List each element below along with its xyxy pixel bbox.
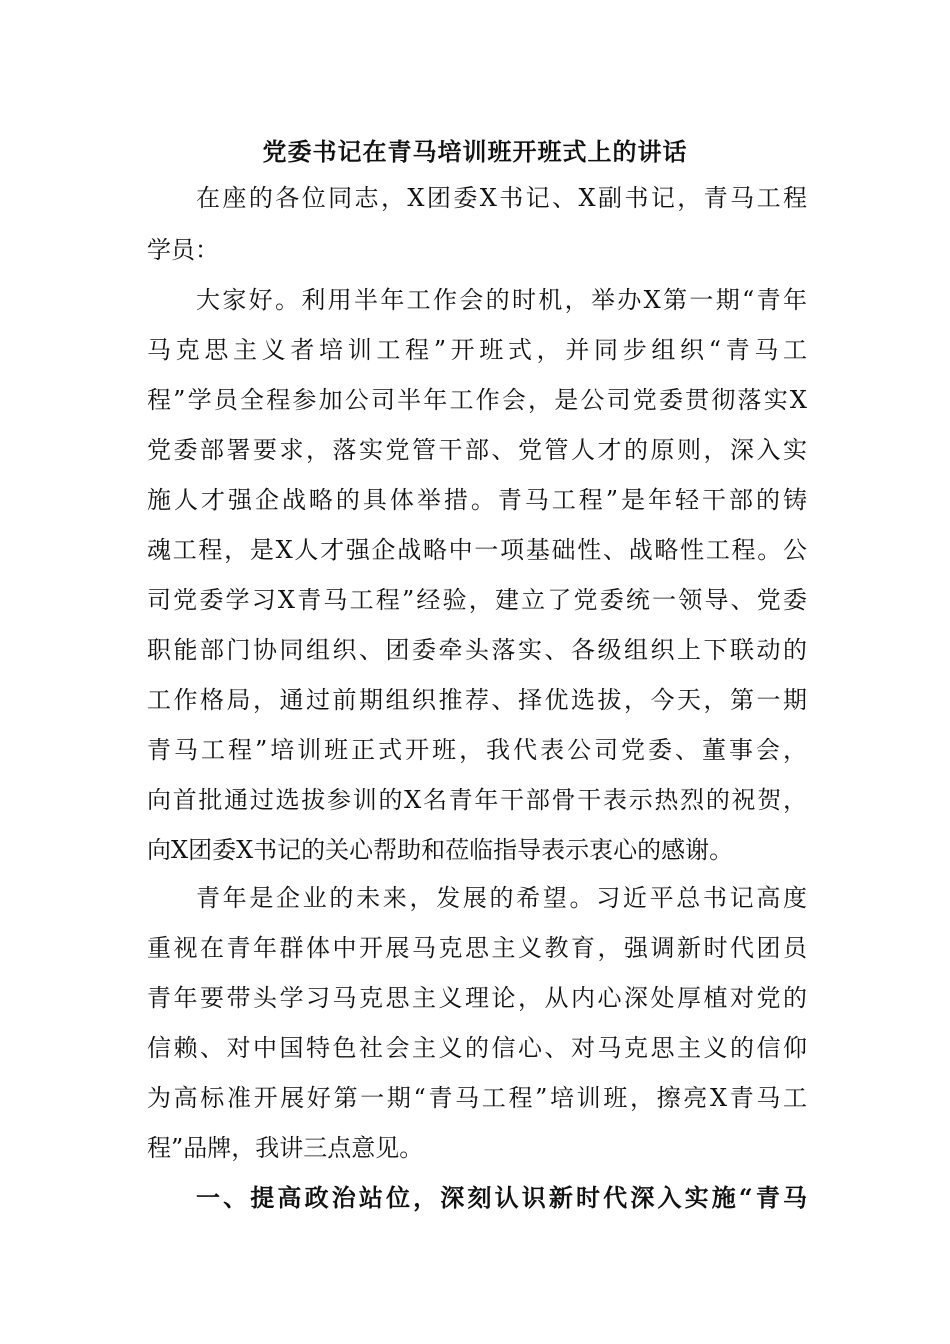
text-line: 向X团委X书记的关心帮助和莅临指导表示衷心的感谢。 (147, 836, 734, 864)
text-line: 党委部署要求，落实党管干部、党管人才的原则，深入实 (147, 436, 807, 464)
text-line: 司党委学习X青马工程”经验，建立了党委统一领导、党委 (147, 586, 807, 614)
text-line: 青马工程”培训班正式开班，我代表公司党委、董事会， (147, 736, 807, 764)
text-line: 向首批通过选拔参训的X名青年干部骨干表示热烈的祝贺， (147, 786, 807, 814)
text-line: 青年要带头学习马克思主义理论，从内心深处厚植对党的 (147, 984, 807, 1012)
text-line: 学员： (147, 236, 219, 264)
text-line: 信赖、对中国特色社会主义的信心、对马克思主义的信仰 (147, 1034, 807, 1062)
text-line: 马克思主义者培训工程”开班式，并同步组织“青马工 (147, 336, 807, 364)
text-line: 青年是企业的未来，发展的希望。习近平总书记高度 (196, 884, 807, 912)
section-heading: 一、提高政治站位，深刻认识新时代深入实施“青马 (196, 1183, 807, 1212)
text-line: 在座的各位同志，X团委X书记、X副书记，青马工程 (196, 184, 807, 212)
text-line: 职能部门协同组织、团委牵头落实、各级组织上下联动的 (147, 636, 807, 664)
text-line: 为高标准开展好第一期“青马工程”培训班，擦亮X青马工 (147, 1084, 807, 1112)
text-line: 魂工程，是X人才强企战略中一项基础性、战略性工程。公 (147, 536, 807, 564)
text-line: 程”品牌，我讲三点意见。 (147, 1134, 424, 1162)
text-line: 程”学员全程参加公司半年工作会，是公司党委贯彻落实X (147, 386, 807, 414)
text-line: 重视在青年群体中开展马克思主义教育，强调新时代团员 (147, 934, 807, 962)
text-line: 施人才强企战略的具体举措。青马工程”是年轻干部的铸 (147, 486, 807, 514)
page-title: 党委书记在青马培训班开班式上的讲话 (262, 137, 688, 166)
text-line: 工作格局，通过前期组织推荐、择优选拔，今天，第一期 (147, 686, 807, 714)
text-line: 大家好。利用半年工作会的时机，举办X第一期“青年 (196, 286, 807, 314)
